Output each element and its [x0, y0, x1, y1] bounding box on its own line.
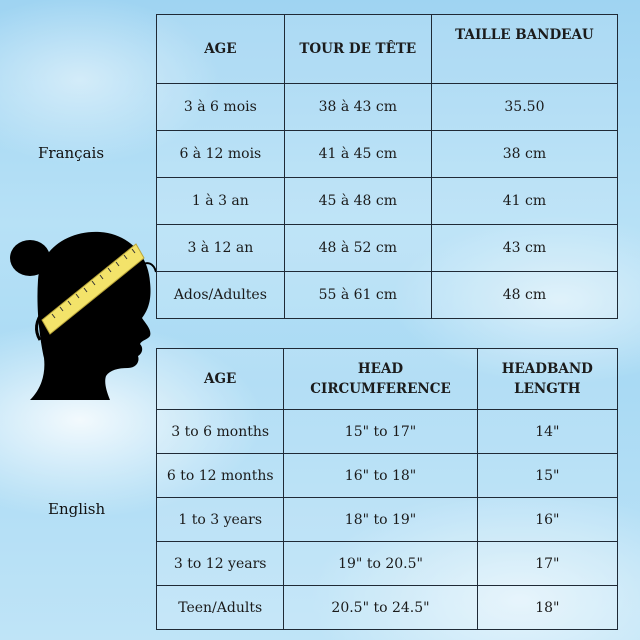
cell-age: 3 à 12 an	[157, 225, 285, 272]
table-header-row	[157, 15, 618, 84]
english-size-table	[156, 348, 618, 630]
table-row	[157, 272, 618, 319]
cell-headband-size: 38 cm	[431, 131, 617, 178]
cell-age: 6 à 12 mois	[157, 131, 285, 178]
table-row	[157, 542, 618, 586]
table-row	[157, 498, 618, 542]
cell-headband-length: 18"	[477, 586, 617, 630]
table-row	[157, 586, 618, 630]
header-line: CIRCUMFERENCE	[310, 381, 451, 397]
header-age: AGE	[157, 15, 285, 84]
cell-age: 1 à 3 an	[157, 178, 285, 225]
header-line: AGE	[204, 371, 237, 387]
cell-headband-size: 41 cm	[431, 178, 617, 225]
cell-headband-length: 16"	[477, 498, 617, 542]
header-head-circumference: TOUR DE TÊTE	[284, 15, 431, 84]
cell-head-circumference: 20.5" to 24.5"	[284, 586, 477, 630]
cell-headband-length: 15"	[477, 454, 617, 498]
cell-age: 1 to 3 years	[157, 498, 284, 542]
cell-age: 6 to 12 months	[157, 454, 284, 498]
table-row	[157, 84, 618, 131]
cell-age: 3 to 12 years	[157, 542, 284, 586]
cell-headband-size: 43 cm	[431, 225, 617, 272]
table-row	[157, 178, 618, 225]
header-line: LENGTH	[514, 381, 581, 397]
table-row	[157, 131, 618, 178]
cell-head-circumference: 16" to 18"	[284, 454, 477, 498]
french-label: Français	[38, 144, 105, 162]
table-row	[157, 454, 618, 498]
table-header-row	[157, 349, 618, 410]
header-age	[157, 349, 284, 410]
cell-headband-size: 35.50	[431, 84, 617, 131]
header-head-circumference	[284, 349, 477, 410]
head-silhouette-with-measuring-tape-icon	[0, 220, 160, 400]
table-row	[157, 410, 618, 454]
table-row	[157, 225, 618, 272]
cell-head-circumference: 18" to 19"	[284, 498, 477, 542]
cell-head-circumference: 38 à 43 cm	[284, 84, 431, 131]
cell-head-circumference: 48 à 52 cm	[284, 225, 431, 272]
cell-headband-size: 48 cm	[431, 272, 617, 319]
cell-head-circumference: 45 à 48 cm	[284, 178, 431, 225]
cell-head-circumference: 55 à 61 cm	[284, 272, 431, 319]
french-size-table	[156, 14, 618, 319]
cell-age: Ados/Adultes	[157, 272, 285, 319]
cell-head-circumference: 19" to 20.5"	[284, 542, 477, 586]
cell-age: 3 à 6 mois	[157, 84, 285, 131]
cell-age: 3 to 6 months	[157, 410, 284, 454]
cell-headband-length: 17"	[477, 542, 617, 586]
header-headband-size: TAILLE BANDEAU	[431, 15, 617, 84]
cell-head-circumference: 15" to 17"	[284, 410, 477, 454]
cell-head-circumference: 41 à 45 cm	[284, 131, 431, 178]
cell-age: Teen/Adults	[157, 586, 284, 630]
header-line: HEADBAND	[501, 361, 593, 377]
header-line: HEAD	[357, 361, 404, 377]
cell-headband-length: 14"	[477, 410, 617, 454]
english-label: English	[48, 500, 106, 518]
header-headband-length	[477, 349, 617, 410]
